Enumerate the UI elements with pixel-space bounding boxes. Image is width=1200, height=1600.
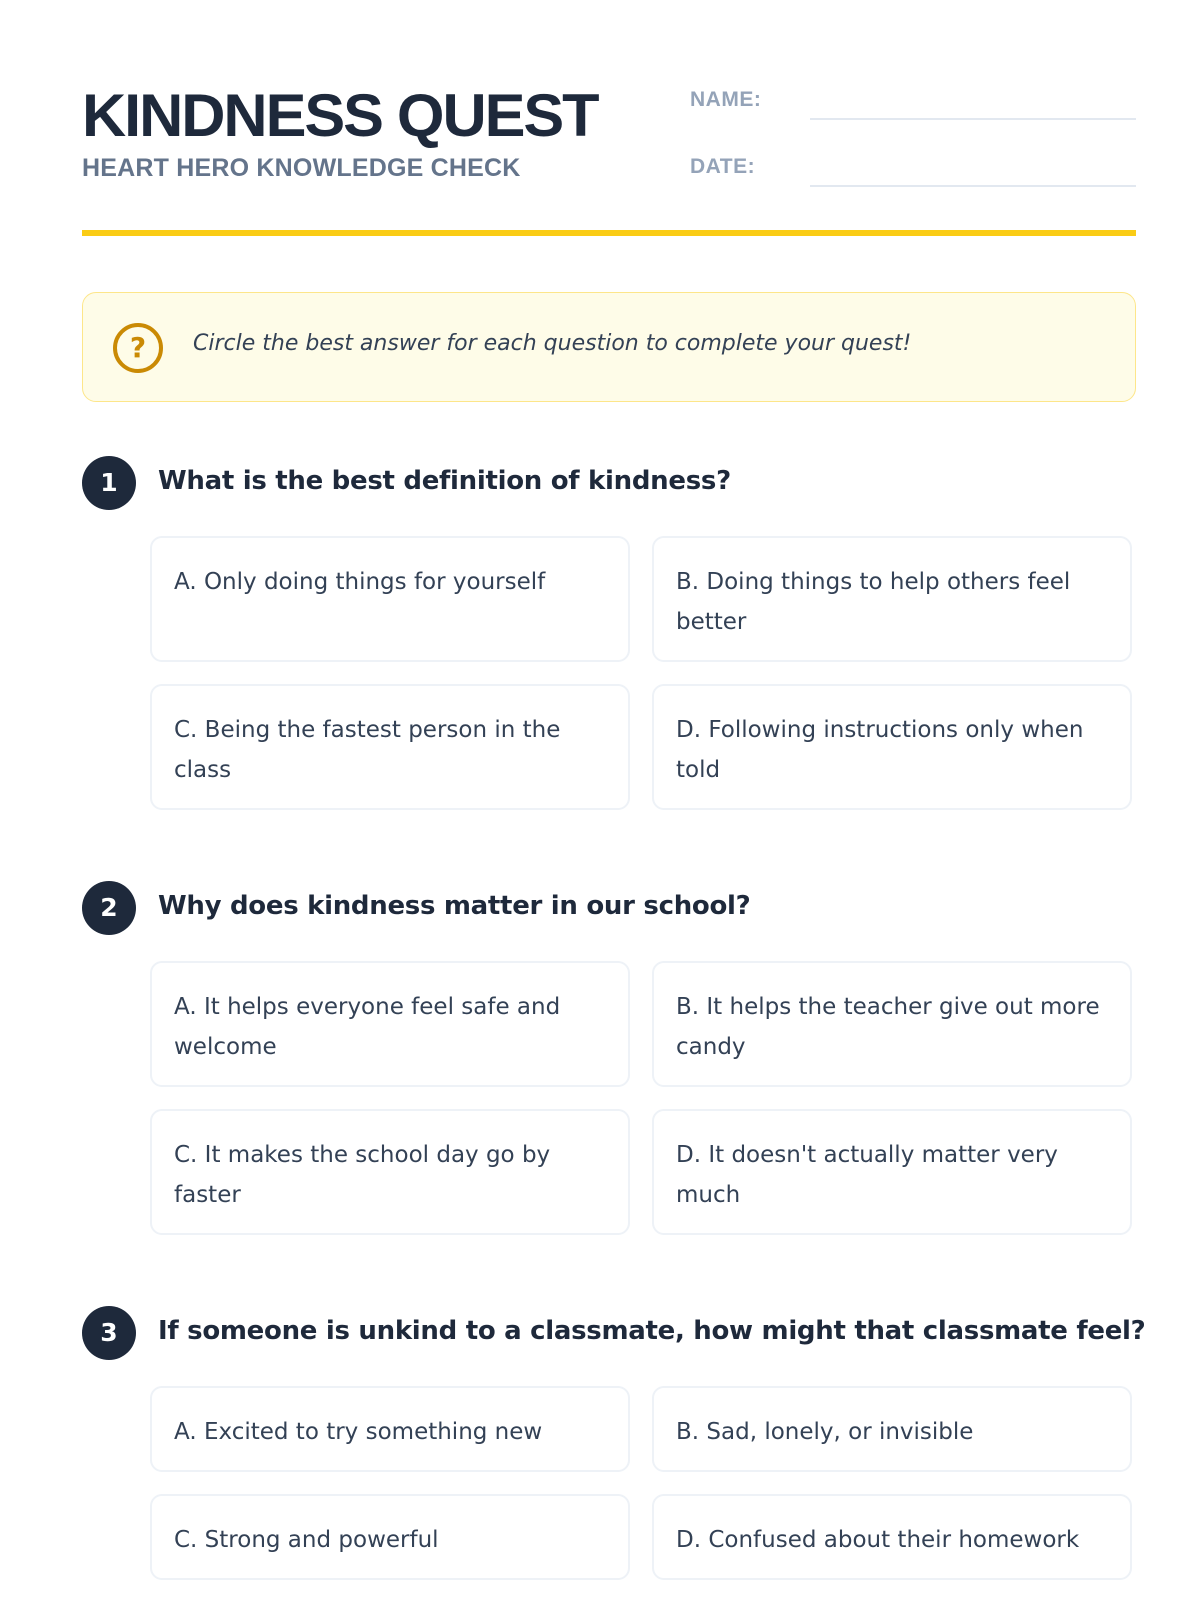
answer-option-d[interactable]: D. Following instructions only when told xyxy=(652,684,1132,810)
date-line[interactable] xyxy=(810,185,1136,187)
name-line[interactable] xyxy=(810,118,1136,120)
question-text: If someone is unkind to a classmate, how might that classmate feel? xyxy=(158,1316,1146,1346)
answer-option-b[interactable]: B. Doing things to help others feel better xyxy=(652,536,1132,662)
question-number: 1 xyxy=(82,456,136,510)
question-circle-icon: ? xyxy=(113,323,163,373)
instructions-box xyxy=(82,292,1136,402)
answer-option-c[interactable]: C. Strong and powerful xyxy=(150,1494,630,1580)
page-subtitle: HEART HERO KNOWLEDGE CHECK xyxy=(82,154,521,182)
date-label: DATE: xyxy=(690,155,756,178)
answer-option-a[interactable]: A. It helps everyone feel safe and welcome xyxy=(150,961,630,1087)
question-number: 2 xyxy=(82,881,136,935)
answer-option-d[interactable]: D. Confused about their homework xyxy=(652,1494,1132,1580)
question-number: 3 xyxy=(82,1306,136,1360)
page-title: KINDNESS QUEST xyxy=(82,82,598,149)
question-text: Why does kindness matter in our school? xyxy=(158,891,751,921)
answer-option-b[interactable]: B. Sad, lonely, or invisible xyxy=(652,1386,1132,1472)
header-divider xyxy=(82,230,1136,236)
name-label: NAME: xyxy=(690,88,762,111)
worksheet-header xyxy=(82,84,1136,234)
instructions-text: Circle the best answer for each question to complete your quest! xyxy=(193,331,912,356)
answer-option-c[interactable]: C. Being the fastest person in the class xyxy=(150,684,630,810)
answer-option-c[interactable]: C. It makes the school day go by faster xyxy=(150,1109,630,1235)
question-text: What is the best definition of kindness? xyxy=(158,466,731,496)
answer-option-d[interactable]: D. It doesn't actually matter very much xyxy=(652,1109,1132,1235)
answer-option-b[interactable]: B. It helps the teacher give out more candy xyxy=(652,961,1132,1087)
answer-option-a[interactable]: A. Excited to try something new xyxy=(150,1386,630,1472)
answer-option-a[interactable]: A. Only doing things for yourself xyxy=(150,536,630,662)
